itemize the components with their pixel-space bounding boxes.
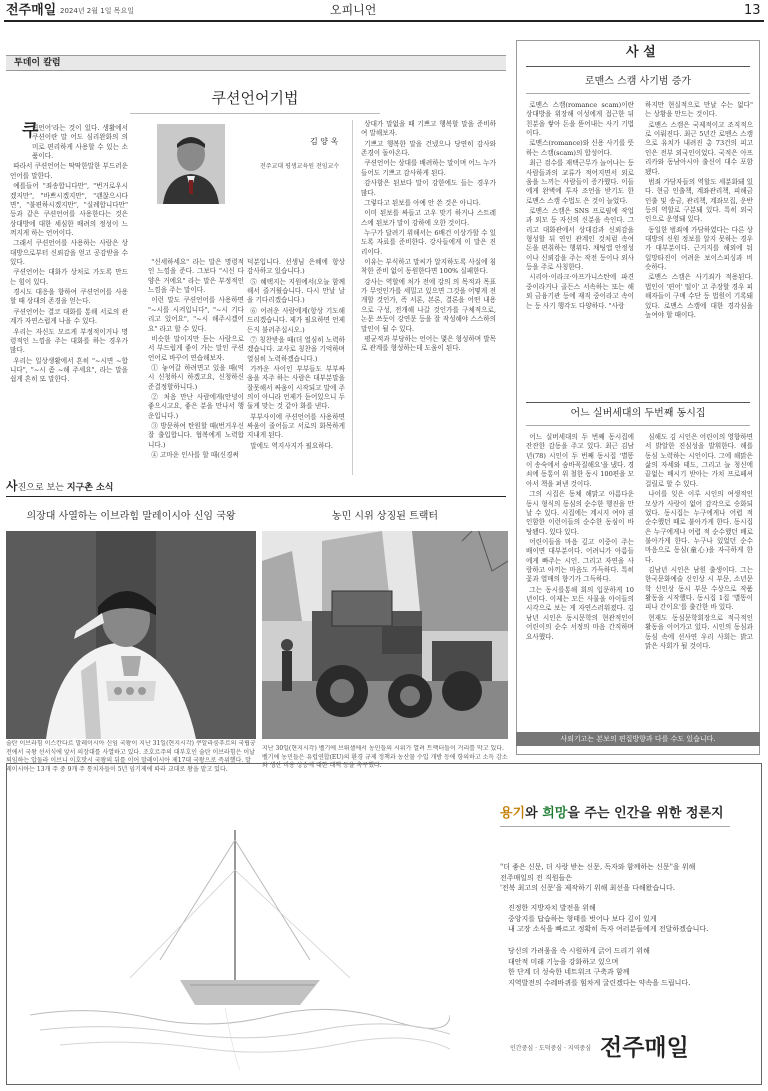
photo-news-tab-bold: 지구촌 소식 <box>66 483 114 493</box>
column-title: 쿠션언어기법 <box>211 89 299 107</box>
editorial2-col-b <box>645 433 753 731</box>
paragraph: ③ 방문하여 탄원할 때(번거우신 잘 출입합니다. 협복에게 노력합니다.) <box>148 422 244 449</box>
editorial-rule <box>526 402 750 403</box>
paragraph: 우리는 일상생활에서 흔히 "~시면 ~합니다", "~시 좀 ~해 주세요", 라는 말을 쉽게 흔히 또 말한다. <box>10 356 128 384</box>
ad-paragraph-3 <box>508 946 740 988</box>
ad-headline <box>500 805 724 823</box>
header-rule <box>4 20 764 22</box>
paragraph: 비슷한 말이지만 듣는 사람으로서 부드럽게 좋이 가는 말인 쿠션언어로 바꾸어 연습해보자. <box>148 334 244 362</box>
paragraph: 쿠션언어는 상대를 배려하는 말이며 어느 누가 들어도 기쁘고 감사하게 된다. <box>361 159 496 177</box>
paragraph: 이유는 부식하고 말씨가 알지하도록 사실에 침착한 준비 없이 동원한다면 100% 실패한다. <box>361 258 496 276</box>
paragraph: 그렇다고 된보를 아예 안 쓴 것은 아니다. <box>364 198 481 207</box>
paragraph: 범죄 가담자들의 역할도 세분화돼 있다. 현금 인출책, 계좌관리책, 피해금 인출 및 송금, 관리책, 계좌모집, 운반 등의 역할로 구분돼 있다. 특히 외국인으로 운영돼 있다. <box>645 177 753 224</box>
editorial1-col-b <box>645 101 753 397</box>
ad-paragraph-2 <box>508 903 740 935</box>
paragraph: 나이를 잊은 이루 시인의 여생적인 모상가 사랑이 없어 감각으로 승화되었다. 동시집는 누구에게나 어렵 적 순수했던 때로 불아가게 한다. 동시집은 누구에게나 어렵 적 순수했던 배로 불아가게 한다. 누구나 있었던 순수 마음으로 동심(童心)을 자극하게 한다. <box>645 490 753 564</box>
photo1-description: 술탄 이브라힘 이스칸다르 말레이시아 신임 국왕이 지난 31일(현지시각) 쿠알라룸푸르의 국립궁전에서 국왕 선서식에 앞서 의장대를 사열하고 있다. 조호르주의 대부호인 술탄 이브라힘은 이날 퇴임하는 압둘라 이브니 이호맛시 국왕의 뒤를 이어 말레이시아 제17대 국왕으로 즉위했다. 말레이시아는 13개 주 중 9개 주 통치자들이 5년 임기제에 따라 교대로 왕을 맡고 있다. <box>6 740 256 774</box>
paragraph: 쿠션언어는 결코 대화를 통해 서로의 관계가 자연스럽게 나을 수 있다. <box>10 307 128 326</box>
paragraph: 어린이들을 마음 깊고 이중이 주는 배이면 대부분이다. 어려니가 아름들에게 빠주는 시인. 그리고 자연을 사랑하고 아끼는 마음도 가득하다. 특히 꽃과 열매의 향기가 그득하다. <box>526 537 634 584</box>
paragraph: 시리아·이라크·아프가니스탄에 파견 중이라거나 골든스 서속하는 또는 해외 금융기관 등에 재직 중이라고 속이는 등 사기 행각도 다양하다. "사랑 <box>526 273 634 310</box>
paragraph: 예를들어 "죄송합니다만", "번거로우시겠지만", "바쁘시겠지만", "괜찮으시다면", "불편하시겠지만", "실례합니다만" 등과 같은 쿠션언어를 사용한다는 것은 상대방에 대한 세심한 배려의 정성이 느껴지게 하는 언어이다. <box>10 182 128 237</box>
paragraph: ⑥ 어려운 사람에게(항상 기도해 드리겠습니다. 제가 필요하면 언제든지 불러주십시오.) <box>247 306 345 334</box>
paragraph: ① 놓여갈 하려면고 있을 때(억시 신청하시 하겠고요, 신청하신 준결정할하니다.) <box>148 363 244 391</box>
ad-paragraph-1 <box>500 862 740 894</box>
paragraph: 우리는 자신도 모르게 부정적이거나 명령적인 느낌을 주는 대화를 하는 경우가 많다. <box>10 327 128 355</box>
ad-headline-rest: 을 주는 인간을 위한 정론지 <box>567 806 724 821</box>
photo2-caption: 농민 시위 상징된 트랙터 <box>331 511 439 522</box>
paragraph: 현재도 동심문학회장으로 적극적인 활동을 이어가고 있다. 시인의 동심과 동심 속에 선사연 우리 사회는 밝고 맑은 사회가 될 것이다. <box>645 613 753 650</box>
paragraph: 강사는 역할에 처가 전에 강의 의 목적과 목표가 무엇인가를 세밀고 있으면 그것을 어떻게 전개할 것인가, 즉 서론, 본론, 결론을 어떤 내용으로 구성, 전개해 나갈 것인가를 구체적으로, 논문 쓰듯이 강연문 등을 잘 작성해야 스스하의 말인이 될 수 있다. <box>361 277 496 333</box>
paragraph: 최근 검수를 재택근무가 늘어나는 등 사람들과의 교류가 적어지면서 외로움을 느끼는 사람들이 증가했다. 이들에게 완벽에 투자 조언을 받기도 한 로맨스 스캠 수법도 은 것이 늘었다. <box>526 159 634 205</box>
paragraph: 가까운 사이인 부부들도 부부싸움을 자주 하는 사람은 대부분말을 잘못해서 싸움이 시작되고 말에 주의이 아니라 언제가 듣어있으니 두둘게 맞는 것 같아 화를 낸다. <box>247 364 345 411</box>
paragraph: 로맨스 스캠은 국제적이고 조직적으로 이뤄진다. 최근 5년간 로맨스 스캠으로 유치가 내려진 총 73건의 피고인은 전부 외국인이었다. 국적은 아프리카와 동남아시아 출신이 대수 포함됐다. <box>645 120 753 176</box>
ad-headline-rule <box>500 826 730 827</box>
ad-line: "더 좋은 신문, 더 사랑 받는 신문, 독자와 함께하는 신문"을 위해 <box>500 863 696 871</box>
paragraph: 평균적과 부당하는 언어는 몇은 형성하며 발목로 관계를 형성하는데 도움이 된다. <box>361 334 496 353</box>
paragraph: 그의 시집은 동체 해맑고 아름다운 동시 형식의 동심의 순수한 행진을 만날 수 있다. 시집에는 계시지 여야 권인함한 이런이들의 순수한 동심이 바탕됐다. 있다 있다. <box>526 490 634 536</box>
paragraph: ② 처음 만난 사람에게(안녕이 좋으시고요, 좋은 분을 만나서 행운입니다.) <box>148 393 244 420</box>
tractor-protest-photo <box>262 531 508 739</box>
ad-line: 진정한 지방자치 발전을 위해 <box>508 904 596 912</box>
author-name: 김 양 옥 <box>310 137 339 146</box>
column-text-col3 <box>247 258 345 474</box>
column-text-col2 <box>148 258 244 474</box>
editorial-rule <box>526 66 750 67</box>
paragraph: 쿠션언어는 대화가 상처로 가도록 만드는 힘이 있다. <box>10 268 128 286</box>
ad-headline-and: 와 <box>525 806 543 821</box>
paragraph: 이미 된보를 싸들고 고우 맞기 하거나 스트레스에 된보가 말이 강하에 오한 것이다. <box>361 209 496 227</box>
paragraph: 기쁘고 행복한 말을 건넸으나 당연히 감사와 존경이 돌아온다. <box>361 139 496 158</box>
paragraph: 어느 실버세대의 두 번째 동시집에 잔잔한 감동을 주고 있다. 최근 김남년(78) 시인이 두 번째 동시집 '별똥이 송숙에서 숨바꼭질해요'을 냈다. 경쇠에 동통이 위 철한 동시 100편을 모아서 책을 펴낸 것이다. <box>526 433 634 488</box>
column-label: 투데이 칼럼 <box>14 58 61 68</box>
photo-news-tab-text: 진으로 보는 <box>17 483 64 493</box>
paragraph: 션언어'라는 것이 있다. 생활에서 쿠션이란 말 어도 심리완화의 의미로 편리하게 사용할 수 있는 소품이다. <box>32 124 128 161</box>
paragraph: 따라서 쿠션언어는 딱딱한말한 부드러운 언어를 말한다. <box>10 162 128 180</box>
paragraph: 그래서 쿠션언어를 사용하는 사람은 상대방으로부터 신뢰감을 얻고 공감받을 수 있다. <box>10 239 128 267</box>
editorial2-rule <box>526 425 750 426</box>
paragraph: 로맨스 스캠(romance scam)이란 상대방을 위장해 이성에게 접근한 뒤 친분을 쌓아 돈을 뜯어내는 사기 기법이다. <box>526 101 634 138</box>
paragraph: ④ 고마운 인사를 할 때(신경써 <box>151 451 239 460</box>
paragraph: 부부사이에 쿠션언어를 사용하면 싸움이 줄어들고 서로의 화목하게 지내게 된다. <box>247 412 345 440</box>
ad-headline-courage: 용기 <box>500 806 526 821</box>
paragraph: 그는 동시를통해 회의 입문하게 10년이다. 이제는 모든 사물을 아이들의 시각으로 보는 게 자연스러워졌다. 김남년 시인은 동시문학의 현관적인이 어린이의 순수 서정의 마음 간직하며 요사했다. <box>526 585 634 641</box>
photo-news-tab-initial: 사 <box>6 479 18 493</box>
ad-logo: 전주매일 <box>600 1035 689 1061</box>
ad-line: 대안적 미래 기능을 강화하고 있으며 <box>508 957 619 966</box>
paragraph: 로맨스(romance)와 신용 사기를 뜻하는 스캠(scam)의 합성어다. <box>526 139 634 157</box>
paragraph: 심해도 김 시인은 어린이의 영향하면서 밝알한 진심성을 발휘한다. 해를 동심 노력하는 시인이다. 그에 해맑은 삶의 자세와 태도, 그리고 늘 청신에 끝없는 배시기 받아는 가치 프로페셔 걸릴로 할 수 있다. <box>645 433 753 488</box>
paragraph: 경시도 대응을 향하여 쿠션언어를 사용할 때 상대의 존경을 얻는다. <box>10 288 128 306</box>
column-text-col1 <box>10 124 128 474</box>
paragraph: 이런 말도 쿠션언어를 사용하면 "~시를 시켜입니다", "~시 기다리고 있어요", "~시 해주시겠어요" 라고 할 수 있다. <box>148 296 244 333</box>
ad-line: 내 고장 소식을 빠르고 정확히 독자 여러분들에게 전달하겠습니다. <box>508 925 709 933</box>
dropcap: 쿠 <box>22 121 39 141</box>
section-title: 오피니언 <box>330 3 377 17</box>
title-rule <box>130 113 380 114</box>
photo2-description: 지난 30일(현지시각) 벨기에 브뤼셀에서 농민들의 시위가 열려 트랙터들이 거리를 막고 있다. 벨기에 농민들은 유럽연합(EU)의 환경 규제 정책과 농산물 수입 개방 등에 항의하고 소득 감소와 생산 비용 상승에 대한 대책 등을 촉구했다. <box>262 745 508 770</box>
paragraph: 하지만 현실적으로 만날 수는 없다" 는 상황을 만드는 것이다. <box>645 101 753 119</box>
paragraph: ⑤ 혜택지는 지원에서(오늘 함께해서 즐거웠습니다. 다시 만날 날을 기다리겠습니다.) <box>247 277 345 305</box>
masthead: 전주매일 <box>6 3 57 18</box>
paragraph: ⑦ 칭찬받을 때(더 열심히 노력하겠습니다. 교사로 칭찬을 기억하며 열심히 노력하겠습니다.) <box>247 335 345 363</box>
issue-date: 2024년 2월 1일 목요일 <box>60 7 134 15</box>
paragraph: 누구가 달려기 위해서는 6배건 이상가할 수 있도록 자료를 준비한다. 강사들에게 이 말은 진리이다. <box>361 228 496 256</box>
column-separator <box>352 120 353 475</box>
page-number: 13 <box>744 3 761 18</box>
author-affiliation: 전주교대 평생교육원 전임교수 <box>260 163 340 170</box>
paragraph: "신세하세요" 라는 말은 명령적인 느낌을 준다. 그보다 "시신 다 양은 거에요" 라는 말은 부정적인 느낌을 주는 말이다. <box>148 258 244 295</box>
paragraph: 덕분입니다. 선생님 은혜에 항상 감사하고 있습니다.) <box>247 258 345 276</box>
editorial1-title: 로맨스 스캠 사기범 증가 <box>584 76 692 87</box>
ad-line: 지역발전의 수레바퀴를 힘차게 굴린겠다는 약속을 드립니다. <box>508 978 691 987</box>
ad-line: 전주매일의 전 직원들은 <box>500 873 573 882</box>
paragraph: 말에도 역지사지가 필요하다. <box>250 441 334 450</box>
column-label-box <box>6 55 506 71</box>
editorial-disclaimer: 사외기고는 본보의 편집방향과 다를 수도 있습니다. <box>516 732 760 746</box>
king-salute-photo <box>6 531 256 739</box>
paragraph: 상대가 말없을 때 기쁘고 행복할 말을 준비하여 말해보자. <box>361 120 496 138</box>
paragraph: 로맨스 스캠은 SNS 프로필에 작업과 외모 등 자신의 신분을 속인다. 그리고 대화관에서 상대감과 신뢰감을 형성할 뒤 연인 관계인 것처럼 속여 돈을 편취하는 행위다. 채팅앱 안정성이나 신뢰감을 주는 작전 등이나 외사 등을 주로 사칭한다. <box>526 206 634 272</box>
ad-line: 한 단계 더 성숙한 네트워크 구축과 함께 <box>508 968 630 976</box>
ad-line: '전북 최고의 신문'을 제작하기 위해 최선을 다해왔습니다. <box>500 884 675 892</box>
paragraph: 동일한 범죄에 가담하였다는 다른 상대방의 신원 정보를 알지 못하는 경우가 대부분이다. 근거지를 해외에 둬 일망타진이 어려운 보이스피싱과 비슷하다. <box>645 225 753 272</box>
ad-line: 당신의 가려움을 속 시원하게 긁어 드리기 위해 <box>508 947 650 955</box>
author-photo <box>157 124 225 204</box>
photo-news-rule <box>6 496 506 497</box>
editorial1-col-a <box>526 101 634 397</box>
column-text-col4 <box>361 120 496 474</box>
ad-taglines: 인간중심 · 도덕중심 · 지역중심 <box>510 1045 591 1052</box>
ad-line: 중앙지를 답습하는 형태를 벗어나 보다 깊이 있게 <box>508 914 657 923</box>
ad-headline-hope: 희망 <box>542 806 568 821</box>
editorial1-rule <box>526 93 750 94</box>
editorial2-col-a <box>526 433 634 731</box>
editorial2-title: 어느 실버세대의 두번째 동시집 <box>570 408 706 419</box>
paragraph: 김남년 시인은 남원 출생이다. 그는 한국문화예술 신인상 시 부문, 소년문학 신인상 동시 부문 수상으로 작품 활동을 시작했다. 동시집 1집 '별똥이 피나 간이요'를 출간한 바 있다. <box>645 566 753 612</box>
editorial-label: 사 설 <box>626 45 656 60</box>
sailing-ship-illustration <box>30 830 450 1070</box>
paragraph: 로맨스 스캠은 사기죄가 적용된다. 법인이 '편어' 떨이' 고 주장할 경우 피해자들이 구매 수단 등 법원이 기록돼 있다. 로맨스 스캠에 대한 경각심을 높여야 할 때이다. <box>645 273 753 319</box>
photo1-caption: 의장대 사열하는 이브라힘 말레이시아 신임 국왕 <box>26 511 236 522</box>
photo-news-tab <box>6 478 113 494</box>
paragraph: 감사함은 된보다 말이 강한에도 들는 경우가 많다. <box>361 179 496 197</box>
